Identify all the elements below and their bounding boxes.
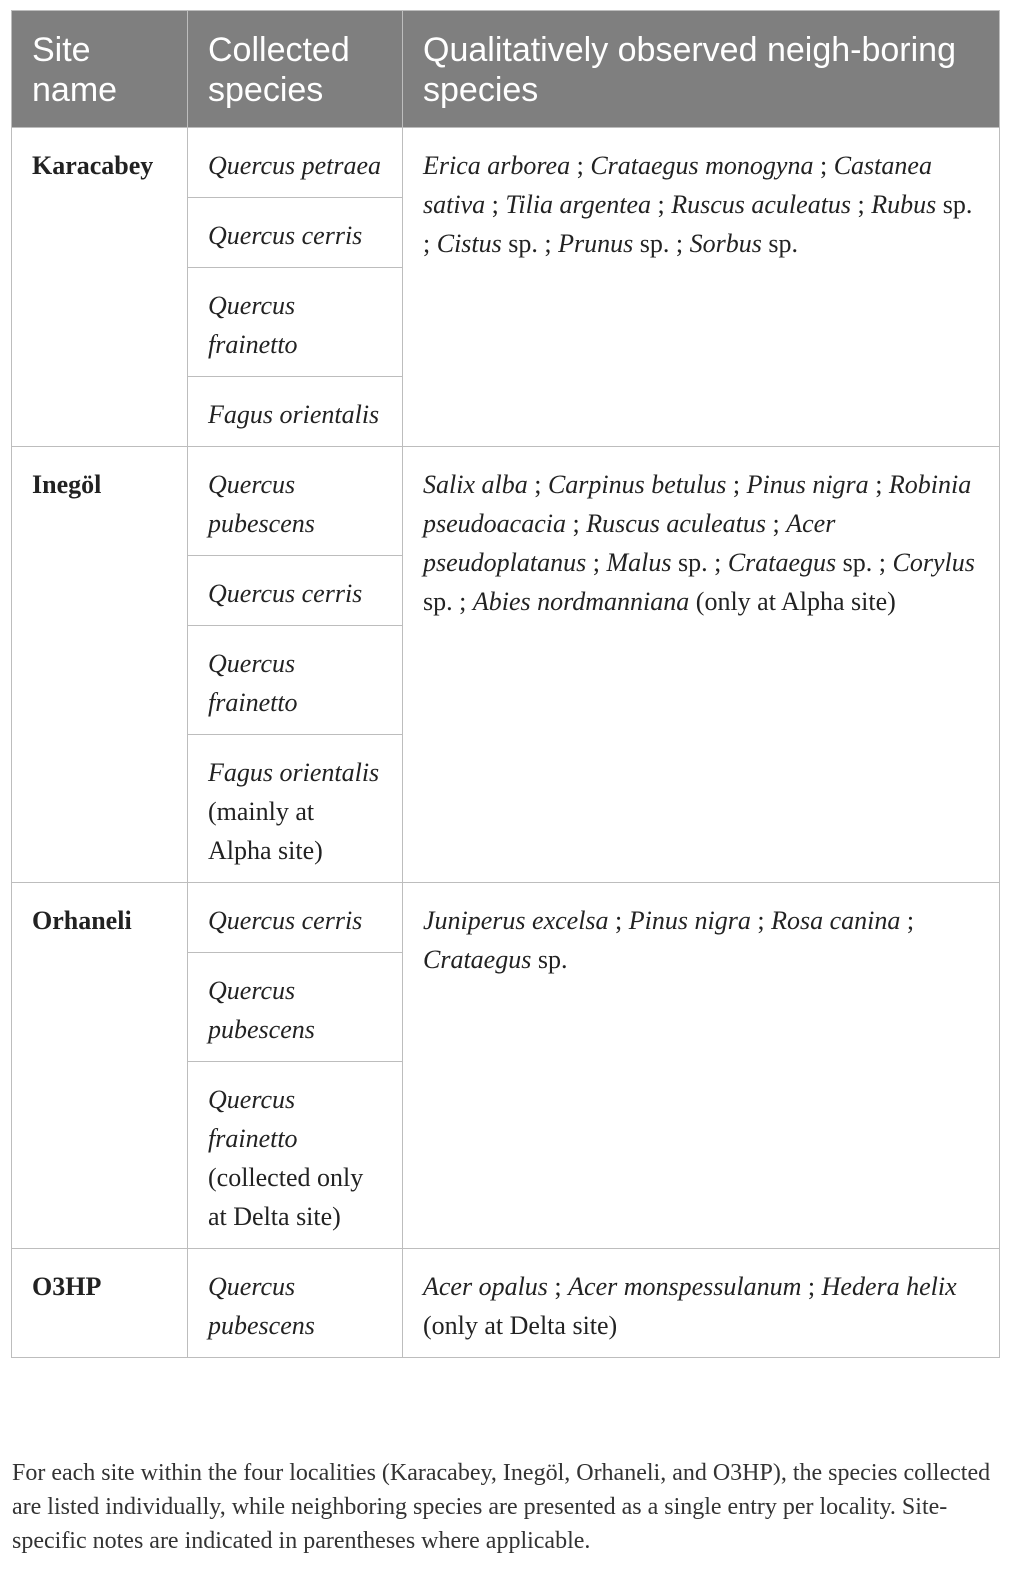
neighbor-species-name: Tilia argentea	[505, 190, 651, 219]
site-name-cell: Orhaneli	[12, 883, 188, 1249]
collected-species-cell	[188, 198, 403, 268]
neighbor-species-name: Acer pseudoplatanus	[423, 509, 836, 577]
collected-species-name: Quercus cerris	[208, 579, 363, 608]
neighbor-species-name: Corylus	[892, 548, 975, 577]
neighbor-species-name: Robinia pseudoacacia	[423, 470, 972, 538]
neighbor-species-suffix: sp.	[768, 229, 798, 258]
collected-species-cell	[188, 883, 403, 953]
neighbor-species-suffix: sp.	[677, 548, 708, 577]
neighbor-species-name: Ruscus aculeatus	[671, 190, 852, 219]
neighbor-species-name: Crataegus	[727, 548, 837, 577]
neighbor-species-name: Rubus	[871, 190, 937, 219]
table-row	[12, 1249, 1000, 1358]
site-name-cell: Karacabey	[12, 128, 188, 447]
neighbor-species-name: Prunus	[558, 229, 634, 258]
table-row	[12, 447, 1000, 556]
collected-species-note: (mainly at Alpha site)	[208, 797, 323, 865]
collected-species-cell	[188, 268, 403, 377]
table-caption: For each site within the four localities (Karacabey, Inegöl, Orhaneli, and O3HP), the species collected are listed individually, while neighboring species are presented as a single entry per locality. Site-specific notes are indicated in parentheses where applicable.	[12, 1460, 991, 1554]
collected-species-cell	[188, 556, 403, 626]
neighboring-species-cell: Acer opalus ; Acer monspessulanum ; Hedera helix (only at Delta site)	[403, 1249, 1000, 1358]
neighboring-species-cell: Erica arborea ; Crataegus monogyna ; Castanea sativa ; Tilia argentea ; Ruscus aculeatus ; Rubus sp. ; Cistus sp. ; Prunus sp. ; Sorbus sp.	[403, 128, 1000, 447]
neighbor-species-name: Sorbus	[689, 229, 762, 258]
neighbor-species-suffix: sp.	[842, 548, 873, 577]
neighboring-species-cell: Salix alba ; Carpinus betulus ; Pinus nigra ; Robinia pseudoacacia ; Ruscus aculeatus ; Acer pseudoplatanus ; Malus sp. ; Crataegus sp. ; Corylus sp. ; Abies nordmanniana (only at Alpha site)	[403, 447, 1000, 883]
collected-species-name: Quercus petraea	[208, 151, 382, 180]
neighbor-species-name: Malus	[606, 548, 672, 577]
collected-species-cell	[188, 128, 403, 198]
neighbor-species-name: Castanea sativa	[423, 151, 932, 219]
neighbor-species-name: Erica arborea	[423, 151, 571, 180]
neighbor-species-suffix: sp.	[639, 229, 670, 258]
neighbor-species-name: Crataegus	[423, 945, 532, 974]
neighbor-species-name: Cistus	[436, 229, 502, 258]
neighbor-species-suffix: sp.	[423, 587, 453, 616]
collected-species-name: Quercus pubescens	[208, 976, 315, 1044]
table-body	[12, 128, 1000, 1358]
collected-species-name: Fagus orientalis	[208, 400, 380, 429]
collected-species-cell	[188, 447, 403, 556]
collected-species-note: (collected only at Delta site)	[208, 1163, 364, 1231]
collected-species-cell	[188, 1062, 403, 1249]
neighbor-species-suffix: sp.	[942, 190, 973, 219]
neighbor-species-name: Pinus nigra	[746, 470, 869, 499]
neighbor-species-note: (only at Alpha site)	[695, 587, 896, 616]
header-neighboring-species: Qualitatively observed neigh-boring species	[403, 11, 1000, 128]
neighbor-species-name: Pinus nigra	[628, 906, 751, 935]
neighbor-species-suffix: sp.	[537, 945, 568, 974]
neighbor-species-suffix: sp.	[508, 229, 538, 258]
table-header-row	[12, 11, 1000, 128]
neighbor-species-note: (only at Delta site)	[423, 1311, 618, 1340]
collected-species-cell	[188, 735, 403, 883]
header-site-name: Site name	[12, 11, 188, 128]
table-container	[11, 10, 999, 1358]
collected-species-name: Fagus orientalis	[208, 758, 380, 787]
collected-species-cell	[188, 377, 403, 447]
neighbor-species-name: Acer opalus	[423, 1272, 548, 1301]
collected-species-cell	[188, 1249, 403, 1358]
site-name-cell: O3HP	[12, 1249, 188, 1358]
neighbor-species-name: Acer monspessulanum	[568, 1272, 802, 1301]
neighbor-species-name: Juniperus excelsa	[423, 906, 609, 935]
table-row	[12, 128, 1000, 198]
header-collected-species: Collected species	[188, 11, 403, 128]
neighbor-species-name: Ruscus aculeatus	[586, 509, 767, 538]
neighbor-species-name: Salix alba	[423, 470, 528, 499]
collected-species-name: Quercus pubescens	[208, 1272, 315, 1340]
neighboring-species-cell: Juniperus excelsa ; Pinus nigra ; Rosa canina ; Crataegus sp.	[403, 883, 1000, 1249]
table-row	[12, 883, 1000, 953]
neighbor-species-name: Carpinus betulus	[547, 470, 727, 499]
collected-species-cell	[188, 953, 403, 1062]
neighbor-species-name: Abies nordmanniana	[472, 587, 690, 616]
collected-species-name: Quercus pubescens	[208, 470, 315, 538]
neighbor-species-name: Rosa canina	[771, 906, 901, 935]
neighbor-species-name: Hedera helix	[821, 1272, 957, 1301]
site-name-cell: Inegöl	[12, 447, 188, 883]
collected-species-name: Quercus cerris	[208, 221, 363, 250]
collected-species-name: Quercus frainetto	[208, 1085, 298, 1153]
collected-species-name: Quercus frainetto	[208, 649, 298, 717]
collected-species-name: Quercus cerris	[208, 906, 363, 935]
species-table	[11, 10, 1000, 1358]
collected-species-cell	[188, 626, 403, 735]
collected-species-name: Quercus frainetto	[208, 291, 298, 359]
neighbor-species-name: Crataegus monogyna	[590, 151, 814, 180]
